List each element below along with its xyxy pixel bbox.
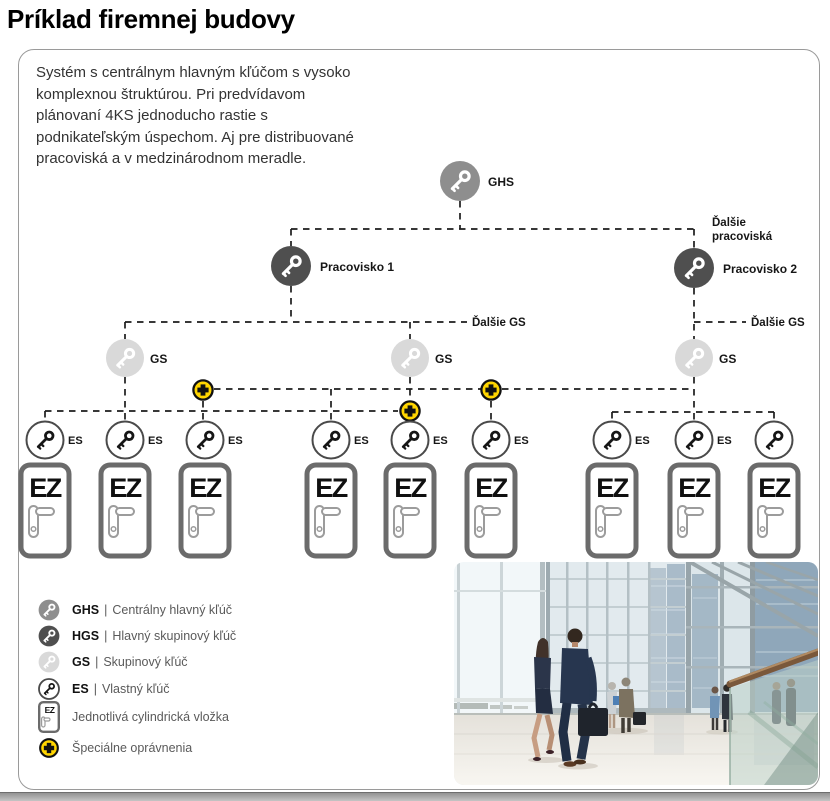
node-gs-3 xyxy=(675,339,713,377)
page-title: Príklad firemnej budovy xyxy=(7,4,295,34)
node-es-label: ES xyxy=(514,435,529,447)
special-permission-icon xyxy=(400,401,419,420)
node-es-label: ES xyxy=(433,435,448,447)
intro-line: komplexnou štruktúrou. Pri predvídavom xyxy=(36,85,306,103)
legend-label: Vlastný kľúč xyxy=(101,682,170,696)
special-permission-icon xyxy=(36,735,62,761)
node-ghs xyxy=(440,161,480,201)
svg-text:EZ: EZ xyxy=(109,473,141,503)
gs-key-icon xyxy=(36,649,62,675)
node-es-label: ES xyxy=(68,435,83,447)
legend-label: Centrálny hlavný kľúč xyxy=(112,603,233,617)
node-gs-label: GS xyxy=(150,352,168,366)
intro-line: podnikateľským úspechom. Aj pre distribuované xyxy=(36,128,354,146)
node-es-2 xyxy=(107,422,144,459)
special-permission-icon xyxy=(193,380,212,399)
door-cylinder-9 xyxy=(750,465,798,556)
node-gs-1 xyxy=(106,339,144,377)
node-ghs-label: GHS xyxy=(488,175,515,189)
svg-text:EZ: EZ xyxy=(758,473,790,503)
legend-item-hgs xyxy=(36,622,236,650)
node-es-3 xyxy=(187,422,224,459)
svg-text:EZ: EZ xyxy=(315,473,347,503)
legend-code: ES xyxy=(72,682,89,696)
legend-separator: | xyxy=(104,629,108,643)
legend-label: Hlavný skupinový kľúč xyxy=(112,629,237,643)
node-es-label: ES xyxy=(717,435,732,447)
node-es-7 xyxy=(594,422,631,459)
legend-code: GS xyxy=(72,655,91,669)
more-workplaces-label: pracoviská xyxy=(712,231,773,243)
legend-separator: | xyxy=(93,682,97,696)
door-cylinder-7 xyxy=(588,465,636,556)
svg-text:EZ: EZ xyxy=(596,473,628,503)
svg-text:EZ: EZ xyxy=(189,473,221,503)
hgs-key-icon xyxy=(36,623,62,649)
node-es-6 xyxy=(473,422,510,459)
legend-label: Skupinový kľúč xyxy=(103,655,188,669)
node-es-label: ES xyxy=(228,435,243,447)
node-es-4 xyxy=(313,422,350,459)
door-cylinder-icon xyxy=(36,701,62,733)
legend-code: GHS xyxy=(72,603,100,617)
ghs-key-icon xyxy=(36,597,62,623)
node-gs-label: GS xyxy=(435,352,453,366)
legend-item-cylinder xyxy=(36,703,229,731)
door-cylinder-4 xyxy=(307,465,355,556)
door-cylinder-5 xyxy=(386,465,434,556)
legend-item-ghs xyxy=(36,596,232,624)
legend-label: Jednotlivá cylindrická vložka xyxy=(72,710,230,724)
node-pracovisko-2 xyxy=(674,248,714,288)
node-es-label: ES xyxy=(148,435,163,447)
legend-label: Špeciálne oprávnenia xyxy=(72,741,193,755)
more-gs-label: Ďalšie GS xyxy=(472,317,526,329)
more-workplaces-label: Ďalšie xyxy=(712,217,746,229)
door-cylinder-1 xyxy=(21,465,69,556)
svg-text:EZ: EZ xyxy=(394,473,426,503)
node-es-5 xyxy=(392,422,429,459)
intro-line: pracoviská a v medzinárodnom meradle. xyxy=(36,150,307,167)
legend-item-gs xyxy=(36,648,188,676)
node-pracovisko-1 xyxy=(271,246,311,286)
node-pracovisko-2-label: Pracovisko 2 xyxy=(723,262,798,276)
svg-text:EZ: EZ xyxy=(29,473,61,503)
legend-separator: | xyxy=(95,655,99,669)
node-gs-label: GS xyxy=(719,352,737,366)
legend-item-special-permissions xyxy=(36,734,192,762)
node-es-8 xyxy=(676,422,713,459)
legend-separator: | xyxy=(104,603,108,617)
node-gs-2 xyxy=(391,339,429,377)
more-gs-label: Ďalšie GS xyxy=(751,317,805,329)
node-pracovisko-1-label: Pracovisko 1 xyxy=(320,260,395,274)
legend-code: HGS xyxy=(72,629,100,643)
door-cylinder-3 xyxy=(181,465,229,556)
legend-item-es xyxy=(36,675,170,703)
tree-connectors xyxy=(45,201,774,421)
intro-line: Systém s centrálnym hlavným kľúčom s vysoko xyxy=(36,64,351,81)
svg-text:EZ: EZ xyxy=(44,705,55,715)
intro-line: plánovaní 4KS jednoducho rastie s xyxy=(36,107,268,124)
door-cylinder-2 xyxy=(101,465,149,556)
special-permission-icon xyxy=(481,380,500,399)
door-cylinder-8 xyxy=(670,465,718,556)
node-es-9 xyxy=(756,422,793,459)
es-key-icon xyxy=(36,676,62,702)
bottom-divider-band xyxy=(0,792,830,801)
svg-text:EZ: EZ xyxy=(475,473,507,503)
node-es-label: ES xyxy=(635,435,650,447)
node-es-1 xyxy=(27,422,64,459)
node-es-label: ES xyxy=(354,435,369,447)
svg-text:EZ: EZ xyxy=(678,473,710,503)
lobby-photo xyxy=(454,562,818,785)
door-cylinder-6 xyxy=(467,465,515,556)
